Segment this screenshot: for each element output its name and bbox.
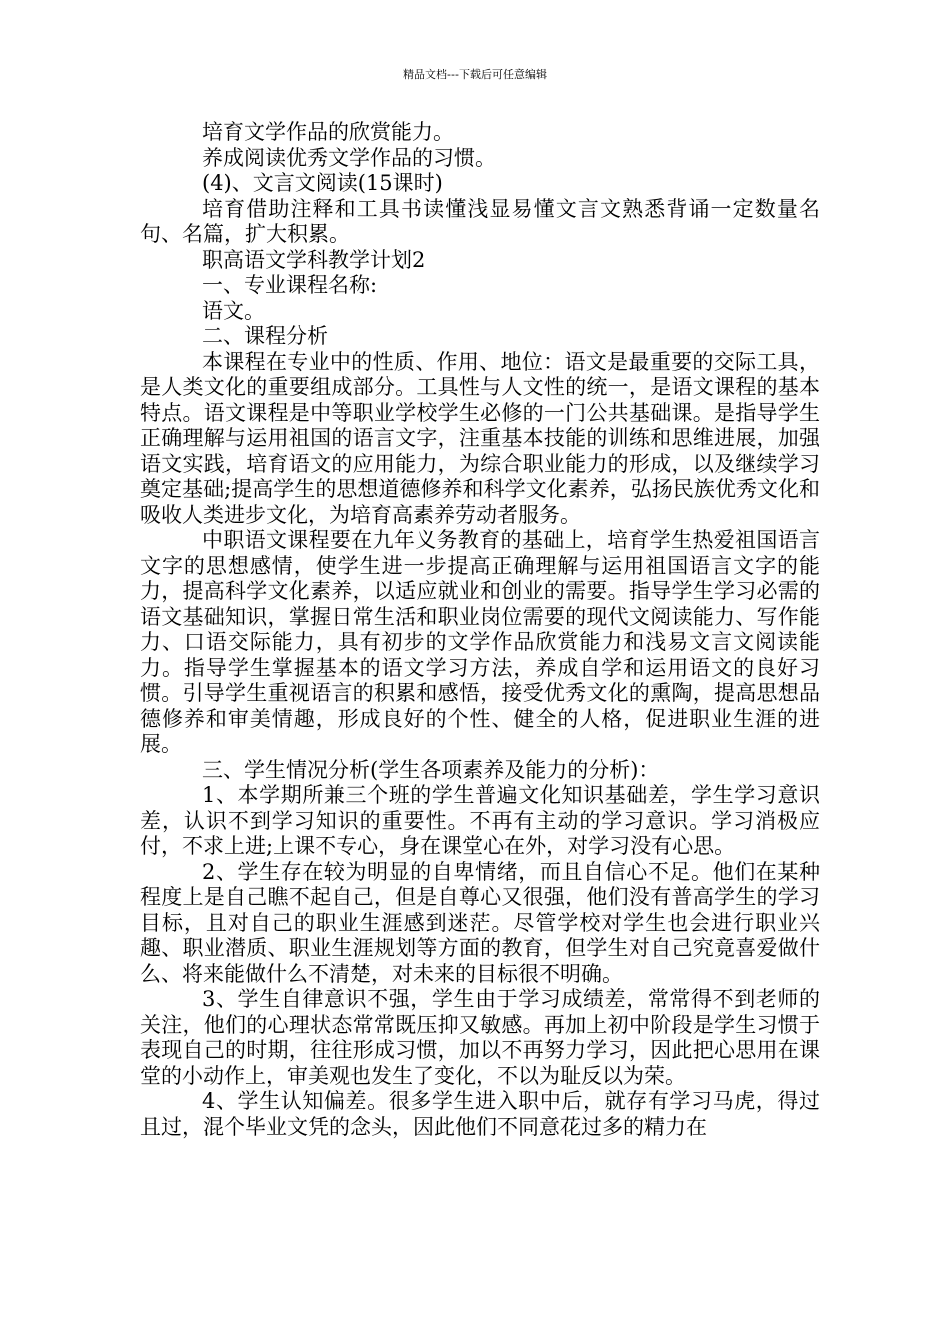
- paragraph: 本课程在专业中的性质、作用、地位：语文是最重要的交际工具，是人类文化的重要组成部分。工具性与人文性的统一，是语文课程的基本特点。语文课程是中等职业学校学生必修的一门公共基础课。是指导学生正确理解与运用祖国的语言文字，注重基本技能的训练和思维进展，加强语文实践，培育语文的应用能力，为综合职业能力的形成，以及继续学习奠定基础;提高学生的思想道德修养和科学文化素养，弘扬民族优秀文化和吸收人类进步文化，为培育高素养劳动者服务。: [140, 349, 820, 527]
- section-heading: 三、学生情况分析(学生各项素养及能力的分析)：: [202, 757, 660, 782]
- paragraph: 中职语文课程要在九年义务教育的基础上，培育学生热爱祖国语言文字的思想感情，使学生进一步提高正确理解与运用祖国语言文字的能力，提高科学文化素养，以适应就业和创业的需要。指导学生学习必需的语文基础知识，掌握日常生活和职业岗位需要的现代文阅读能力、写作能力、口语交际能力，具有初步的文学作品欣赏能力和浅易文言文阅读能力。指导学生掌握基本的语文学习方法，养成自学和运用语文的良好习惯。引导学生重视语言的积累和感悟，接受优秀文化的熏陶，提高思想品德修养和审美情趣，形成良好的个性、健全的人格，促进职业生涯的进展。: [140, 528, 820, 756]
- list-item: 3、学生自律意识不强，学生由于学习成绩差，常常得不到老师的关注，他们的心理状态常常既压抑又敏感。再加上初中阶段是学生习惯于表现自己的时期，往往形成习惯，加以不再努力学习，因此把心思用在课堂的小动作上，审美观也发生了变化，不以为耻反以为荣。: [140, 987, 820, 1088]
- paragraph: 养成阅读优秀文学作品的习惯。: [202, 145, 496, 170]
- list-item: 4、学生认知偏差。很多学生进入职中后，就存有学习马虎，得过且过，混个毕业文凭的念头，因此他们不同意花过多的精力在: [140, 1089, 820, 1139]
- section-heading: (4)、文言文阅读(15课时): [202, 171, 443, 195]
- document-body: [140, 120, 820, 1140]
- paragraph: 语文。: [202, 298, 265, 323]
- list-item: 2、学生存在较为明显的自卑情绪，而且自信心不足。他们在某种程度上是自己瞧不起自己，但是自尊心又很强，他们没有普高学生的学习目标，且对自己的职业生涯感到迷茫。尽管学校对学生也会进行职业兴趣、职业潜质、职业生涯规划等方面的教育，但学生对自己究竟喜爱做什么、将来能做什么不清楚，对未来的目标很不明确。: [140, 859, 820, 986]
- page-header: 精品文档---下载后可任意编辑: [403, 68, 547, 81]
- section-heading: 二、课程分析: [202, 324, 328, 348]
- paragraph: 培育借助注释和工具书读懂浅显易懂文言文熟悉背诵一定数量名句、名篇，扩大积累。: [140, 196, 820, 246]
- section-heading: 一、专业课程名称:: [202, 273, 378, 297]
- paragraph: 培育文学作品的欣赏能力。: [202, 120, 454, 144]
- document-title: 职高语文学科教学计划2: [202, 247, 426, 272]
- list-item: 1、本学期所兼三个班的学生普遍文化知识基础差，学生学习意识差，认识不到学习知识的重要性。不再有主动的学习意识。学习消极应付，不求上进;上课不专心，身在课堂心在外，对学习没有心思。: [140, 783, 820, 858]
